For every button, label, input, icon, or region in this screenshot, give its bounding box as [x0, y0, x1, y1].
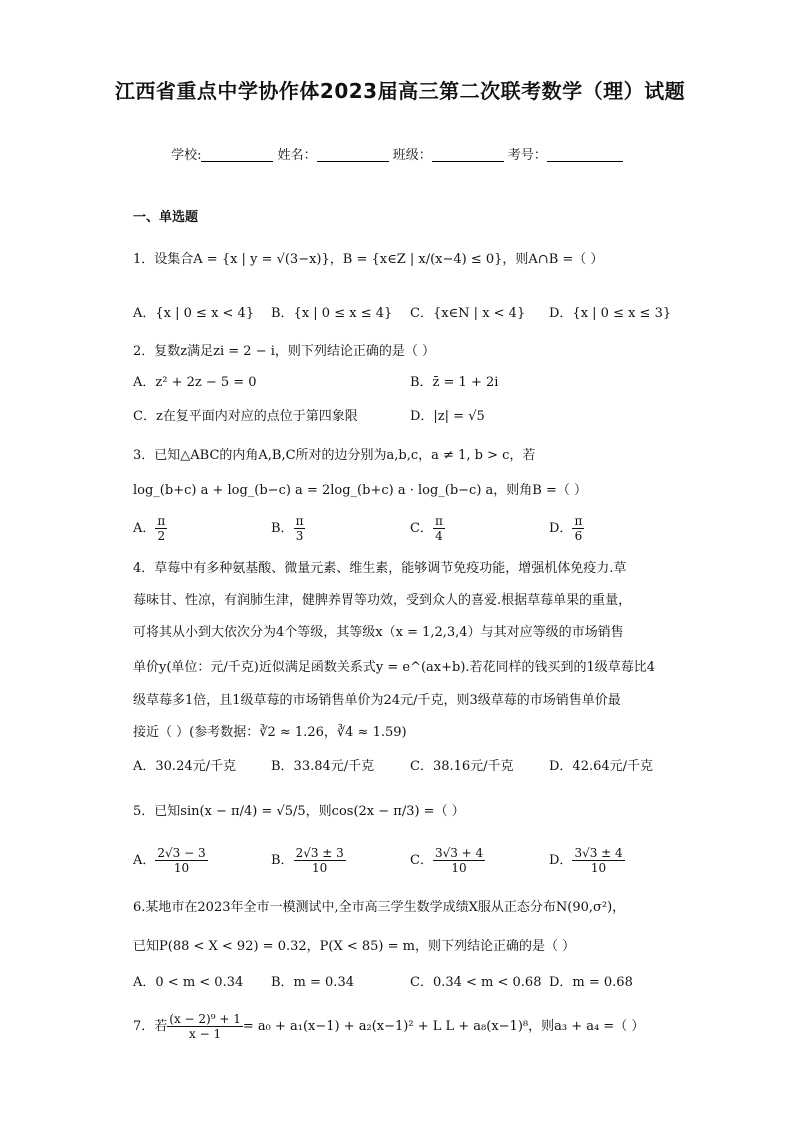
- school-blank[interactable]: [201, 147, 273, 162]
- q3-option-c-fraction: [433, 514, 445, 543]
- name-blank[interactable]: [317, 147, 389, 162]
- q6-option-d: D．m = 0.68: [549, 975, 633, 990]
- q5-option-b-fraction: [294, 846, 346, 875]
- denominator: 4: [435, 529, 443, 543]
- q5-option-d-fraction: [572, 846, 624, 875]
- q1-option-a: A．{x | 0 ≤ x < 4}: [133, 306, 255, 321]
- q3-option-c: [410, 514, 445, 543]
- q5-option-c-label: C．: [410, 853, 433, 868]
- q5-option-a-label: A．: [133, 853, 156, 868]
- q2-option-a: A．z² + 2z − 5 = 0: [133, 375, 257, 390]
- q4-line4: 单价y(单位：元/千克)近似满足函数关系式y = e^(ax+b).若花同样的钱买到的1级草莓比4: [133, 660, 656, 675]
- denominator: 10: [451, 861, 467, 875]
- class-blank[interactable]: [432, 147, 504, 162]
- q1-option-b: B．{x | 0 ≤ x ≤ 4}: [271, 306, 393, 321]
- numerator: π: [295, 514, 304, 528]
- q3-option-a: [133, 514, 167, 543]
- q5-option-a-fraction: [155, 846, 207, 875]
- q1-stem: 1．设集合A = {x | y = √(3−x)}，B = {x∈Z | x/(x−4) ≤ 0}，则A∩B =（ ）: [133, 252, 604, 267]
- denominator: x − 1: [189, 1027, 222, 1041]
- numerator: (x − 2)⁹ + 1: [169, 1012, 241, 1026]
- numerator: 3√3 + 4: [434, 846, 484, 860]
- q5-option-d-label: D．: [549, 853, 573, 868]
- q3-stem-line2: log_(b+c) a + log_(b−c) a = 2log_(b+c) a · log_(b−c) a，则角B =（ ）: [133, 483, 588, 498]
- q3-option-b: [271, 514, 305, 543]
- q3-option-c-label: C．: [410, 521, 433, 536]
- q3-option-a-fraction: [155, 514, 167, 543]
- denominator: 3: [295, 529, 304, 543]
- q3-option-a-label: A．: [133, 521, 156, 536]
- q5-option-c-fraction: [433, 846, 485, 875]
- numerator: 2√3 − 3: [157, 846, 206, 860]
- q4-option-a: A．30.24元/千克: [133, 759, 236, 774]
- section-title: 一、单选题: [133, 210, 199, 225]
- q4-line5: 级草莓多1倍，且1级草莓的市场销售单价为24元/千克，则3级草莓的市场销售单价最: [133, 693, 621, 708]
- q5-option-d: [549, 846, 625, 875]
- q2-option-d: D．|z| = √5: [410, 409, 485, 424]
- q5-option-a: [133, 846, 208, 875]
- q7-fraction: [167, 1012, 243, 1041]
- q4-line6: 接近（ ）(参考数据：∛2 ≈ 1.26，∛4 ≈ 1.59): [133, 725, 407, 740]
- q3-option-d-label: D．: [549, 521, 573, 536]
- denominator: 6: [574, 529, 583, 543]
- school-label: 学校:: [171, 148, 202, 163]
- q3-option-d: [549, 514, 584, 543]
- denominator: 10: [312, 861, 328, 875]
- denominator: 10: [590, 861, 607, 875]
- name-label: 姓名：: [277, 148, 317, 163]
- denominator: 10: [173, 861, 190, 875]
- q7-rest: = a₀ + a₁(x−1) + a₂(x−1)² + L L + a₈(x−1)⁸，则a₃ + a₄ =（ ）: [242, 1019, 645, 1034]
- q7-stem: [133, 1012, 644, 1041]
- q5-option-c: [410, 846, 485, 875]
- q4-option-c: C．38.16元/千克: [410, 759, 514, 774]
- number-blank[interactable]: [547, 147, 623, 162]
- q6-option-c: C．0.34 < m < 0.68: [410, 975, 542, 990]
- number-label: 考号：: [507, 148, 547, 163]
- q3-option-d-fraction: [572, 514, 584, 543]
- q6-option-b: B．m = 0.34: [271, 975, 354, 990]
- numerator: π: [157, 514, 166, 528]
- q2-option-b: B．z̄ = 1 + 2i: [410, 375, 499, 390]
- denominator: 2: [157, 529, 166, 543]
- student-info-row: [0, 144, 794, 163]
- numerator: π: [574, 514, 583, 528]
- class-label: 班级：: [392, 148, 432, 163]
- q4-option-d: D．42.64元/千克: [549, 759, 654, 774]
- exam-title: 江西省重点中学协作体2023届高三第二次联考数学（理）试题: [114, 79, 686, 103]
- q1-option-d: D．{x | 0 ≤ x ≤ 3}: [549, 306, 672, 321]
- q4-line3: 可将其从小到大依次分为4个等级，其等级x（x = 1,2,3,4）与其对应等级的市场销售: [133, 625, 624, 640]
- numerator: π: [434, 514, 443, 528]
- q4-line1: 4．草莓中有多种氨基酸、微量元素、维生素，能够调节免疫功能，增强机体免疫力.草: [133, 561, 627, 576]
- numerator: 2√3 ± 3: [295, 846, 344, 860]
- q3-option-b-fraction: [294, 514, 306, 543]
- numerator: 3√3 ± 4: [574, 846, 623, 860]
- q6-option-a: A．0 < m < 0.34: [133, 975, 244, 990]
- q3-stem-line1: 3．已知△ABC的内角A,B,C所对的边分别为a,b,c，a ≠ 1, b > c，若: [133, 448, 536, 463]
- q6-line2: 已知P(88 < X < 92) = 0.32，P(X < 85) = m，则下列结论正确的是（ ）: [133, 939, 576, 954]
- q2-option-c: C．z在复平面内对应的点位于第四象限: [133, 409, 358, 424]
- q7-prefix: 7．若: [133, 1019, 168, 1034]
- q6-line1: 6.某地市在2023年全市一模测试中,全市高三学生数学成绩X服从正态分布N(90,σ²)，: [133, 900, 626, 915]
- q5-option-b: [271, 846, 346, 875]
- q5-stem: 5．已知sin(x − π/4) = √5/5，则cos(2x − π/3) =（ ）: [133, 804, 465, 819]
- q5-option-b-label: B．: [271, 853, 294, 868]
- q4-option-b: B．33.84元/千克: [271, 759, 375, 774]
- q4-line2: 莓味甘、性凉，有润肺生津，健脾养胃等功效，受到众人的喜爱.根据草莓单果的重量，: [133, 593, 632, 608]
- q3-option-b-label: B．: [271, 521, 294, 536]
- q1-option-c: C．{x∈N | x < 4}: [410, 306, 526, 321]
- q2-stem: 2．复数z满足zi = 2 − i，则下列结论正确的是（ ）: [133, 344, 436, 359]
